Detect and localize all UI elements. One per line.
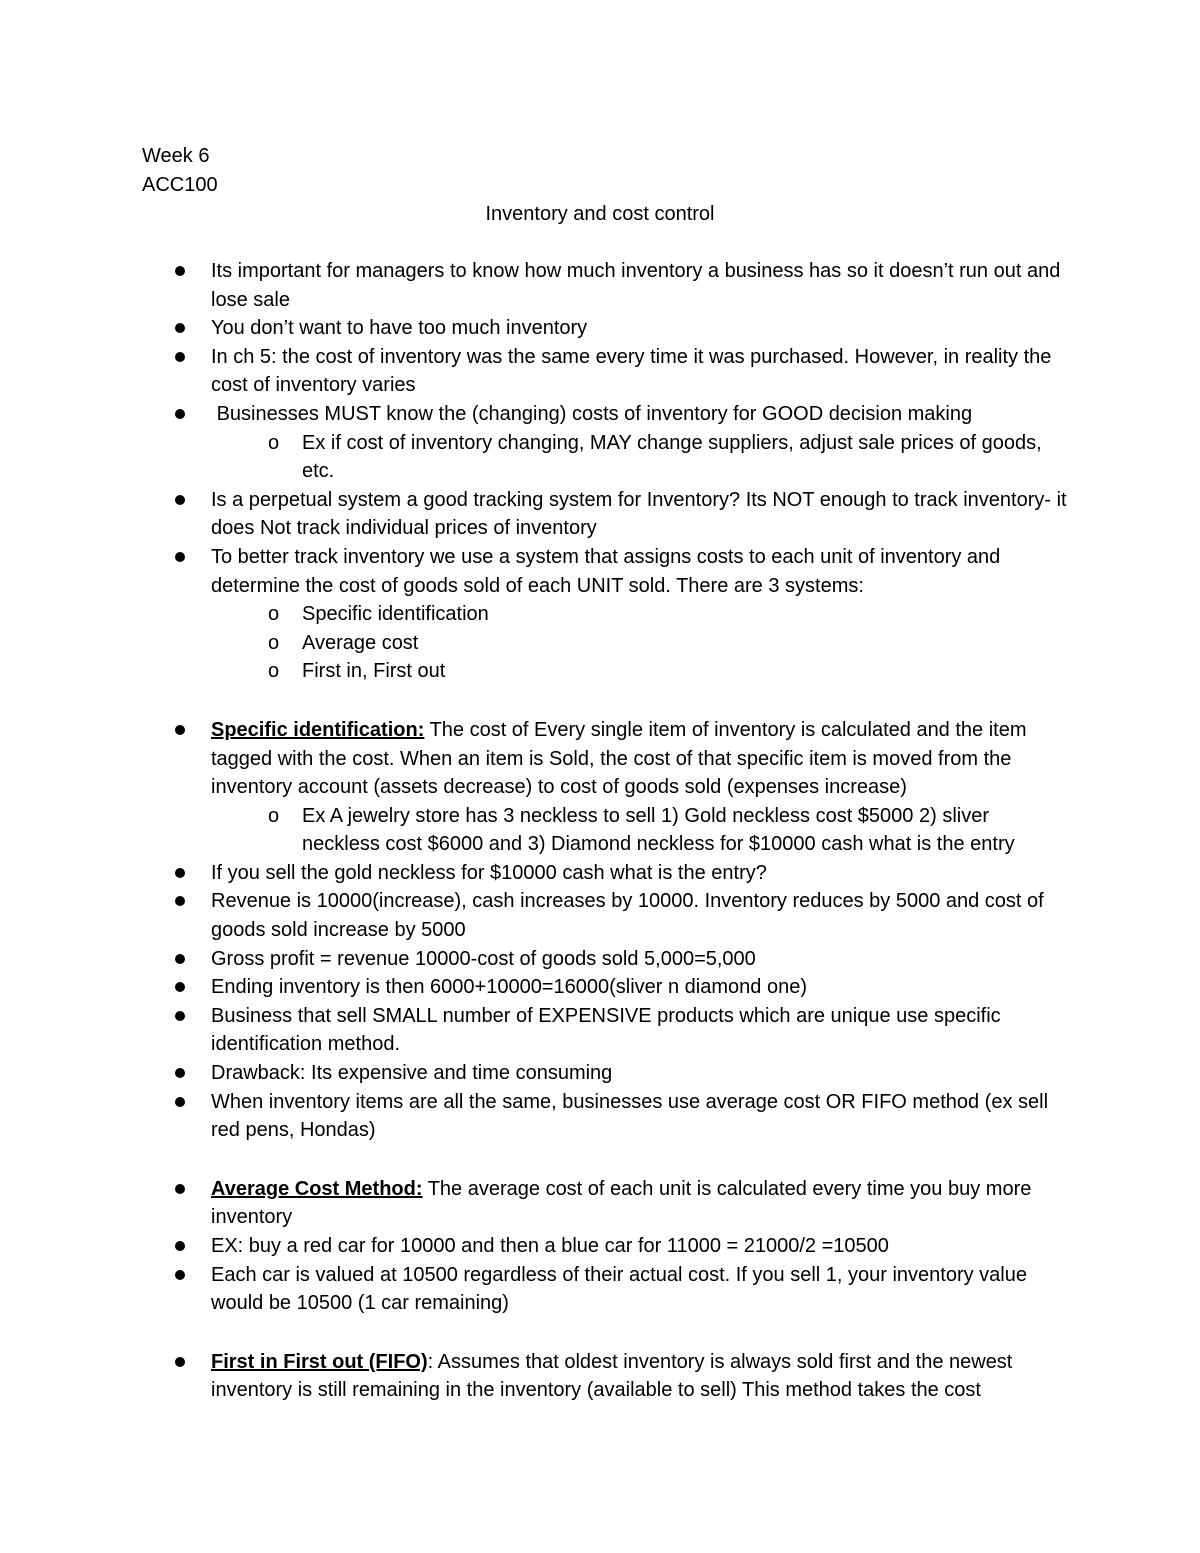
- item-text: Average cost: [302, 631, 419, 654]
- list-item: [0, 887, 1071, 944]
- item-text: You don’t want to have too much inventory: [211, 317, 588, 340]
- item-text: of inventory was the same every time it was purchased. However, in reality the cost of inventory varies: [211, 345, 1057, 397]
- sub-list-item: [0, 629, 1072, 658]
- sub-bullet-marker: o: [268, 431, 280, 454]
- item-text: Revenue is 10000(increase), cash increases by 10000. Inventory reduces by 5000 and cost of goods sold increase by 5000: [211, 890, 1050, 942]
- sub-bullet-marker: o: [268, 631, 280, 654]
- list-item: [0, 1232, 1071, 1261]
- item-text: Business that sell SMALL number of EXPENSIVE products which are unique use specific identification method.: [211, 1004, 1007, 1056]
- bullet-icon: [175, 945, 187, 974]
- item-text: EX: buy a red car for 10000 and then a blue car for 11000 = 21000/2 =10500: [211, 1235, 889, 1257]
- list-item: [0, 400, 1071, 429]
- item-text: Is a perpetual system a good tracking system for Inventory? Its NOT enough to track inventory- it does: [211, 488, 1073, 540]
- bullet-icon: [175, 1002, 187, 1031]
- week-label: Week 6: [142, 145, 210, 167]
- underlined-text: cost: [315, 345, 353, 368]
- section-spacer: [0, 1145, 1200, 1175]
- list-item: [0, 1059, 1071, 1088]
- item-text: When inventory items are all the same, businesses use average cost OR FIFO method (ex sell red pens, Hondas): [211, 1090, 1054, 1142]
- item-text: In ch 5: the: [211, 345, 316, 368]
- document-header: [142, 142, 218, 200]
- list-item: [0, 543, 1071, 600]
- item-text: Ex A jewelry store has 3 neckless to sell 1) Gold neckless cost $5000 2) sliver neckless cost $6000 and 3) Diamond neckless for $10000 cash what is the entry: [302, 804, 1015, 856]
- bullet-icon: [175, 887, 187, 916]
- bullet-icon: [175, 973, 187, 1002]
- item-text: Specific identification: [302, 603, 489, 626]
- list-item: [0, 486, 1071, 543]
- list-item: [0, 859, 1071, 888]
- item-text: Businesses: [211, 402, 325, 425]
- item-text: Each car is valued at 10500 regardless of their actual cost. If you sell 1, your inventory value would be 10500 (1 car remaining): [211, 1263, 1033, 1315]
- sub-list-item: [0, 600, 1072, 629]
- list-item: [0, 945, 1071, 974]
- bullet-icon: [175, 343, 187, 372]
- bullet-icon: [175, 859, 187, 888]
- item-text: of inventory: [487, 517, 597, 540]
- item-text: of inventory and determine the cost of goods sold of each UNIT sold. There are 3 systems:: [211, 545, 1006, 597]
- document-title: Inventory and cost control: [485, 203, 715, 225]
- section-spacer: [0, 686, 1200, 716]
- underlined-text: Not: [259, 517, 292, 540]
- item-text: Gross profit = revenue 10000-cost of goods sold 5,000=5,000: [211, 947, 756, 970]
- bullet-icon: [175, 257, 187, 286]
- list-item: [0, 1261, 1071, 1318]
- item-text: The cost of Every single item of inventory is calculated and the item tagged with the cost. When an item is Sold, the cost of that specific item is moved from the inventory account (assets decrease) to cost of goods sold (expenses increase): [211, 718, 1033, 799]
- section-heading: First in First out (FIFO): [211, 1350, 428, 1373]
- bullet-icon: [175, 1059, 187, 1088]
- list-item: [0, 257, 1071, 314]
- item-text: First in, First out: [302, 660, 446, 683]
- list-item: [0, 716, 1071, 802]
- section-heading: Specific identification:: [211, 718, 425, 741]
- underlined-text: individual prices: [345, 517, 488, 540]
- bullet-icon: [175, 716, 187, 745]
- bullet-icon: [175, 1348, 187, 1377]
- bullet-icon: [175, 314, 187, 343]
- section-heading: Average Cost Method:: [211, 1177, 423, 1200]
- item-text: : Assumes that oldest inventory is always sold first and the newest inventory is still remaining in the inventory (available to sell) This method takes the cost: [211, 1350, 1018, 1402]
- bullet-icon: [175, 1175, 187, 1204]
- bullet-icon: [175, 400, 187, 429]
- item-text: If you sell the gold neckless for $10000 cash what is the entry?: [211, 861, 767, 884]
- bullet-icon: [175, 543, 187, 572]
- list-item: [0, 314, 1071, 343]
- item-text: The average cost of each unit is calculated every time you buy more inventory: [211, 1177, 1037, 1229]
- list-item: [0, 1175, 1071, 1232]
- course-code: ACC100: [142, 174, 218, 196]
- sub-list-item: [0, 657, 1072, 686]
- notes-list: [0, 257, 1200, 1405]
- list-item: [0, 343, 1071, 400]
- item-text: know the (changing) costs of inventory for GOOD decision making: [380, 402, 973, 425]
- list-item: [0, 1088, 1071, 1145]
- item-text: Its important for managers to know how much inventory a business has so it doesn’t run out and lose sale: [211, 260, 1066, 311]
- item-text: To better track inventory we use a system that assigns costs to: [211, 545, 772, 568]
- sub-bullet-marker: o: [268, 603, 280, 626]
- sub-list-item: [0, 802, 1072, 859]
- sub-list-item: [0, 429, 1072, 486]
- sub-bullet-marker: o: [268, 804, 280, 827]
- item-text: Drawback: Its expensive and time consuming: [211, 1062, 613, 1085]
- item-text: track: [291, 517, 346, 540]
- bullet-icon: [175, 1261, 187, 1290]
- underlined-text: each unit: [771, 545, 853, 568]
- bullet-icon: [175, 486, 187, 515]
- bullet-icon: [175, 1088, 187, 1117]
- section-spacer: [0, 1318, 1200, 1348]
- underlined-text: MUST: [324, 402, 381, 425]
- list-item: [0, 973, 1071, 1002]
- sub-bullet-marker: o: [268, 660, 280, 683]
- bullet-icon: [175, 1232, 187, 1261]
- item-text: Ex if cost of inventory changing, MAY change suppliers, adjust sale prices of goods, etc.: [302, 431, 1048, 483]
- list-item: [0, 1348, 1071, 1405]
- list-item: [0, 1002, 1071, 1059]
- item-text: Ending inventory is then 6000+10000=16000(sliver n diamond one): [211, 976, 807, 999]
